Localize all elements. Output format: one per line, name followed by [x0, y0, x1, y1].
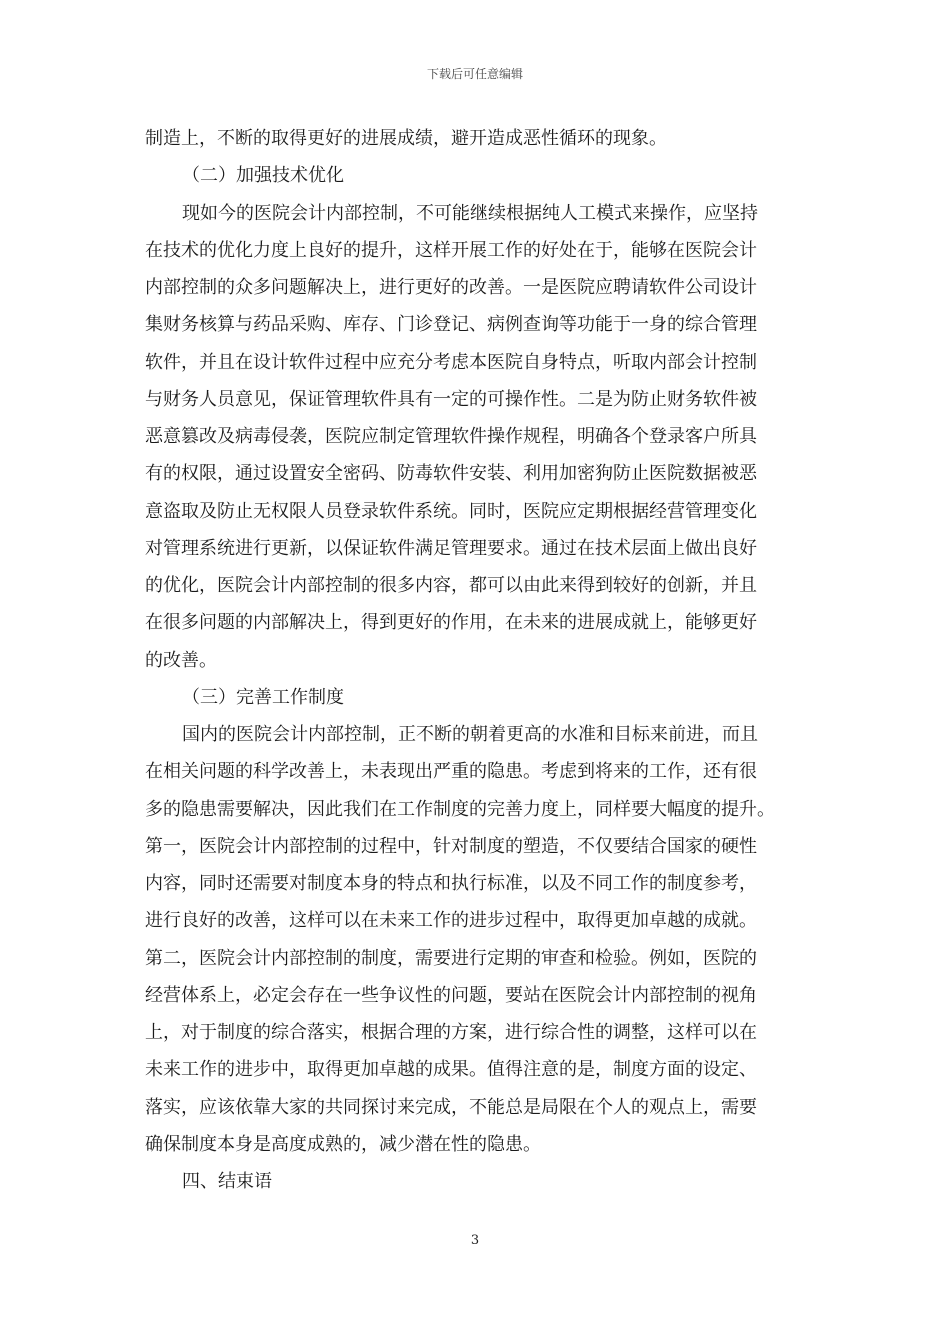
paragraph-line: 的改善。: [145, 649, 217, 671]
paragraph-line: 的优化，医院会计内部控制的很多内容，都可以由此来得到较好的创新，并且: [145, 575, 757, 596]
paragraph-line: 软件，并且在设计软件过程中应充分考虑本医院自身特点，听取内部会计控制: [145, 351, 757, 373]
paragraph-line: 集财务核算与药品采购、库存、门诊登记、病例查询等功能于一身的综合管理: [145, 314, 757, 336]
paragraph-line: 第二，医院会计内部控制的制度，需要进行定期的审查和检验。例如，医院的: [145, 947, 757, 969]
paragraph-line: 国内的医院会计内部控制，正不断的朝着更高的水准和目标来前进，而且: [182, 724, 758, 745]
paragraph-line: 意盗取及防止无权限人员登录软件系统。同时，医院应定期根据经营管理变化: [145, 500, 757, 522]
paragraph-line: 第一，医院会计内部控制的过程中，针对制度的塑造，不仅要结合国家的硬性: [145, 835, 757, 857]
paragraph-line: 进行良好的改善，这样可以在未来工作的进步过程中，取得更加卓越的成就。: [145, 910, 757, 932]
paragraph-line: 在技术的优化力度上良好的提升，这样开展工作的好处在于，能够在医院会计: [145, 239, 757, 261]
paragraph-line: 上，对于制度的综合落实，根据合理的方案，进行综合性的调整，这样可以在: [145, 1022, 757, 1043]
paragraph-line: 未来工作的进步中，取得更加卓越的成果。值得注意的是，制度方面的设定、: [145, 1059, 757, 1081]
paragraph-line: 制造上，不断的取得更好的进展成绩，避开造成恶性循环的现象。: [145, 128, 667, 149]
paragraph-line: 恶意篡改及病毒侵袭，医院应制定管理软件操作规程，明确各个登录客户所具: [145, 426, 757, 447]
paragraph-line: 在很多问题的内部解决上，得到更好的作用，在未来的进展成就上，能够更好: [145, 612, 757, 634]
document-body: [145, 120, 811, 1200]
paragraph-line: 与财务人员意见，保证管理软件具有一定的可操作性。二是为防止财务软件被: [145, 388, 757, 410]
paragraph-line: 在相关问题的科学改善上，未表现出严重的隐患。考虑到将来的工作，还有很: [145, 761, 757, 783]
paragraph-line: 内容，同时还需要对制度本身的特点和执行标准，以及不同工作的制度参考，: [145, 873, 757, 894]
section-heading: （三）完善工作制度: [182, 686, 344, 708]
section-heading: 四、结束语: [182, 1171, 272, 1192]
paragraph-line: 有的权限，通过设置安全密码、防毒软件安装、利用加密狗防止医院数据被恶: [145, 463, 757, 485]
page-header: 下载后可任意编辑: [426, 67, 523, 81]
paragraph-line: 现如今的医院会计内部控制，不可能继续根据纯人工模式来操作，应坚持: [182, 202, 758, 224]
paragraph-line: 对管理系统进行更新，以保证软件满足管理要求。通过在技术层面上做出良好: [145, 537, 757, 559]
paragraph-line: 落实，应该依靠大家的共同探讨来完成，不能总是局限在个人的观点上，需要: [145, 1096, 757, 1118]
section-heading: （二）加强技术优化: [182, 165, 344, 187]
paragraph-line: 内部控制的众多问题解决上，进行更好的改善。一是医院应聘请软件公司设计: [145, 277, 757, 298]
page-number: 3: [470, 1233, 480, 1248]
paragraph-line: 多的隐患需要解决，因此我们在工作制度的完善力度上，同样要大幅度的提升。: [145, 798, 775, 820]
paragraph-line: 确保制度本身是高度成熟的，减少潜在性的隐患。: [145, 1133, 541, 1155]
paragraph-line: 经营体系上，必定会存在一些争议性的问题，要站在医院会计内部控制的视角: [145, 984, 757, 1006]
